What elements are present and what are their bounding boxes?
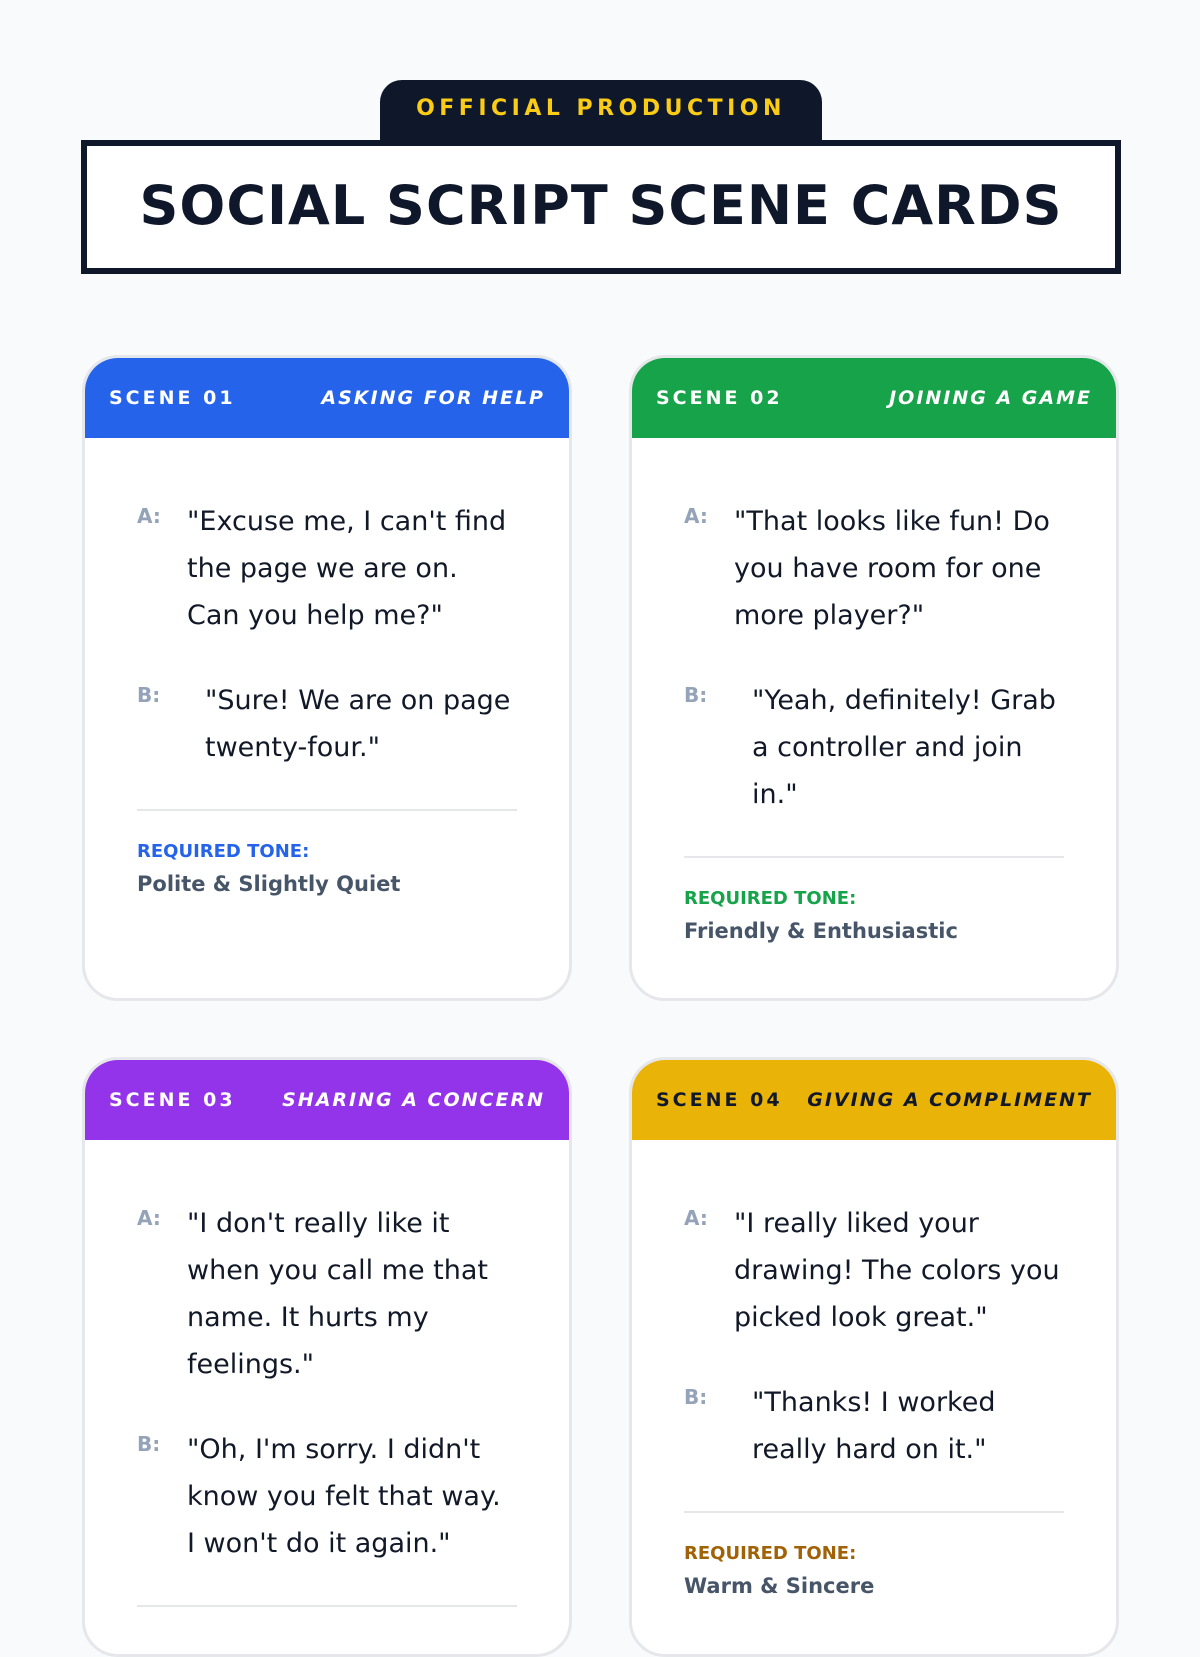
production-badge (380, 80, 822, 142)
speaker-label: A: (137, 504, 161, 528)
tone-label: REQUIRED TONE: (137, 841, 310, 862)
scene-card-body (85, 1140, 569, 1607)
page-title: SOCIAL SCRIPT SCENE CARDS (139, 174, 1063, 237)
tone-value: Polite & Slightly Quiet (137, 872, 401, 896)
dialogue-line-b (684, 1379, 1064, 1473)
scene-card-03 (82, 1057, 572, 1657)
speaker-label: B: (684, 1385, 708, 1409)
scene-card-header (632, 358, 1116, 438)
dialogue-text: "Thanks! I worked really hard on it." (752, 1387, 996, 1465)
scene-card-02 (629, 355, 1119, 1001)
dialogue-line-b (137, 677, 517, 771)
speaker-label: B: (684, 683, 708, 707)
speaker-label: A: (137, 1206, 161, 1230)
dialogue-line-a (137, 1200, 517, 1388)
scene-topic: SHARING A CONCERN (282, 1089, 545, 1111)
scene-card-header (85, 1060, 569, 1140)
scene-card-header (632, 1060, 1116, 1140)
badge-label: OFFICIAL PRODUCTION (416, 96, 786, 121)
dialogue-line-b (684, 677, 1064, 818)
dialogue-text: "Yeah, definitely! Grab a controller and join in." (752, 685, 1056, 810)
scene-topic: ASKING FOR HELP (321, 387, 545, 409)
dialogue-line-a (684, 1200, 1064, 1341)
speaker-label: B: (137, 683, 161, 707)
scene-card-body (85, 438, 569, 896)
scene-card-header (85, 358, 569, 438)
scene-number: SCENE 02 (656, 387, 783, 409)
tone-label: REQUIRED TONE: (684, 1543, 857, 1564)
scene-number: SCENE 03 (109, 1089, 236, 1111)
dialogue-text: "Excuse me, I can't find the page we are on. Can you help me?" (187, 506, 507, 631)
title-box (81, 140, 1121, 274)
scene-topic: JOINING A GAME (889, 387, 1092, 409)
dialogue-text: "I don't really like it when you call me that name. It hurts my feelings." (187, 1208, 488, 1380)
divider (137, 809, 517, 811)
divider (137, 1605, 517, 1607)
tone-label: REQUIRED TONE: (684, 888, 857, 909)
tone-value: Warm & Sincere (684, 1574, 875, 1598)
tone-value: Friendly & Enthusiastic (684, 919, 958, 943)
dialogue-line-b (137, 1426, 517, 1567)
divider (684, 1511, 1064, 1513)
dialogue-text: "That looks like fun! Do you have room for one more player?" (734, 506, 1050, 631)
speaker-label: B: (137, 1432, 161, 1456)
scene-card-01 (82, 355, 572, 1001)
speaker-label: A: (684, 1206, 708, 1230)
scene-topic: GIVING A COMPLIMENT (807, 1089, 1092, 1111)
scene-card-body (632, 1140, 1116, 1598)
scene-number: SCENE 04 (656, 1089, 783, 1111)
speaker-label: A: (684, 504, 708, 528)
dialogue-text: "Sure! We are on page twenty-four." (205, 685, 511, 763)
divider (684, 856, 1064, 858)
scene-number: SCENE 01 (109, 387, 236, 409)
dialogue-text: "Oh, I'm sorry. I didn't know you felt that way. I won't do it again." (187, 1434, 501, 1559)
scene-card-04 (629, 1057, 1119, 1657)
dialogue-text: "I really liked your drawing! The colors you picked look great." (734, 1208, 1060, 1333)
dialogue-line-a (684, 498, 1064, 639)
scene-card-body (632, 438, 1116, 943)
dialogue-line-a (137, 498, 517, 639)
